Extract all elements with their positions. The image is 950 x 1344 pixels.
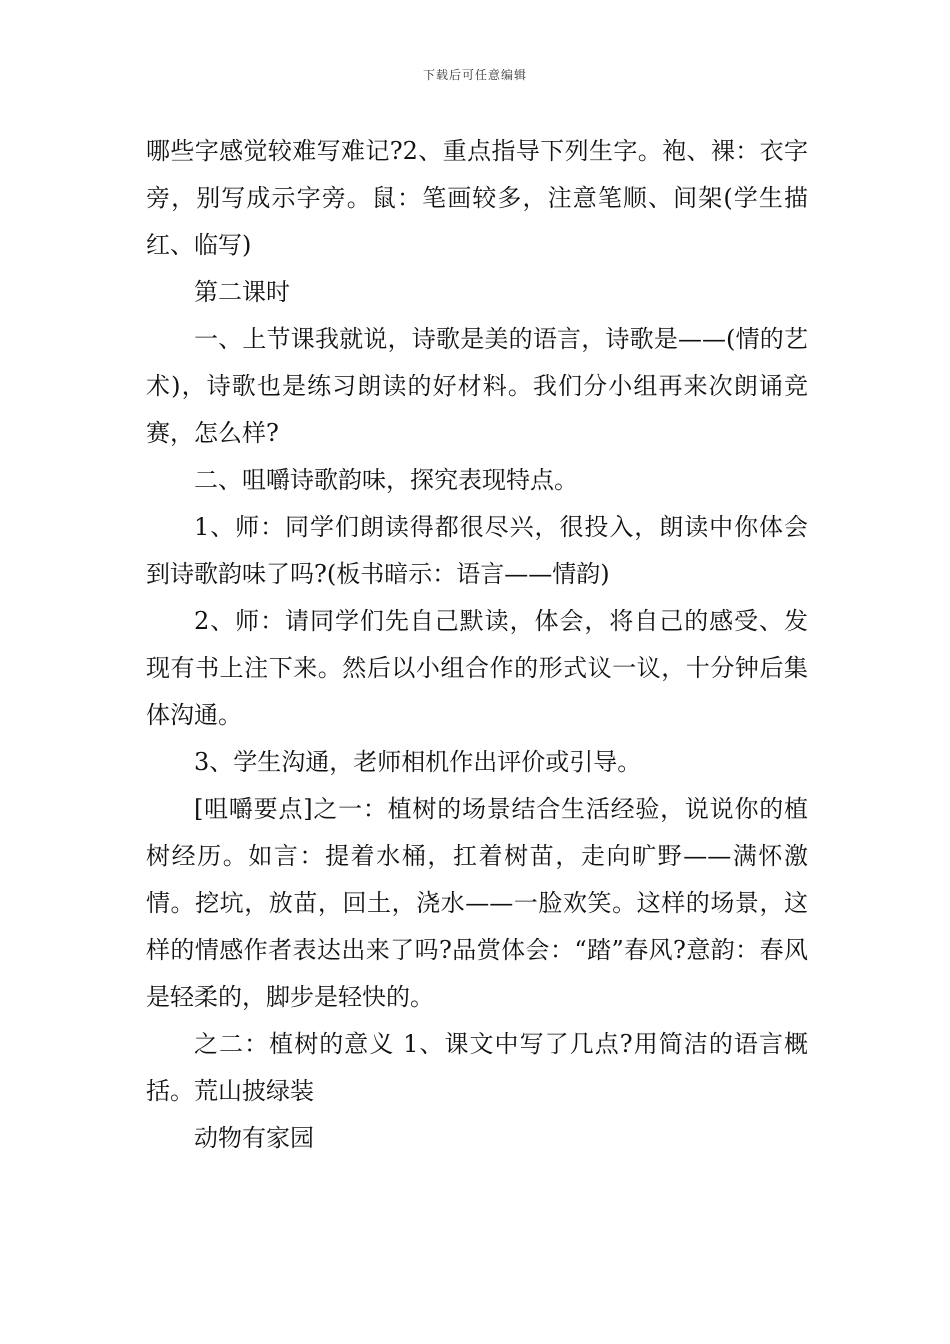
paragraph: 哪些字感觉较难写难记?2、重点指导下列生字。袍、裸：衣字旁，别写成示字旁。鼠：笔画较多，注意笔顺、间架(学生描红、临写) (146, 137, 808, 259)
paragraph: 之二：植树的意义 1、课文中写了几点?用简洁的语言概括。荒山披绿装 (146, 1030, 808, 1105)
paragraph: 二、咀嚼诗歌韵味，探究表现特点。 (194, 466, 578, 494)
document-body (146, 128, 808, 1162)
paragraph: 2、师：请同学们先自己默读，体会，将自己的感受、发现有书上注下来。然后以小组合作的形式议一议，十分钟后集体沟通。 (146, 607, 808, 729)
paragraph: [咀嚼要点]之一：植树的场景结合生活经验，说说你的植树经历。如言：提着水桶，扛着树苗，走向旷野——满怀激情。挖坑，放苗，回土，浇水——一脸欢笑。这样的场景，这样的情感作者表达出来了吗?品赏体会：“踏”春风?意韵：春风是轻柔的，脚步是轻快的。 (146, 795, 808, 1011)
page-header: 下载后可任意编辑 (422, 68, 527, 82)
paragraph: 3、学生沟通，老师相机作出评价或引导。 (194, 748, 642, 776)
section-title: 第二课时 (194, 278, 290, 306)
paragraph: 动物有家园 (194, 1124, 314, 1152)
paragraph: 1、师：同学们朗读得都很尽兴，很投入，朗读中你体会到诗歌韵味了吗?(板书暗示：语言——情韵) (146, 513, 808, 588)
paragraph: 一、上节课我就说，诗歌是美的语言，诗歌是——(情的艺术)，诗歌也是练习朗读的好材料。我们分小组再来次朗诵竞赛，怎么样? (146, 325, 808, 447)
